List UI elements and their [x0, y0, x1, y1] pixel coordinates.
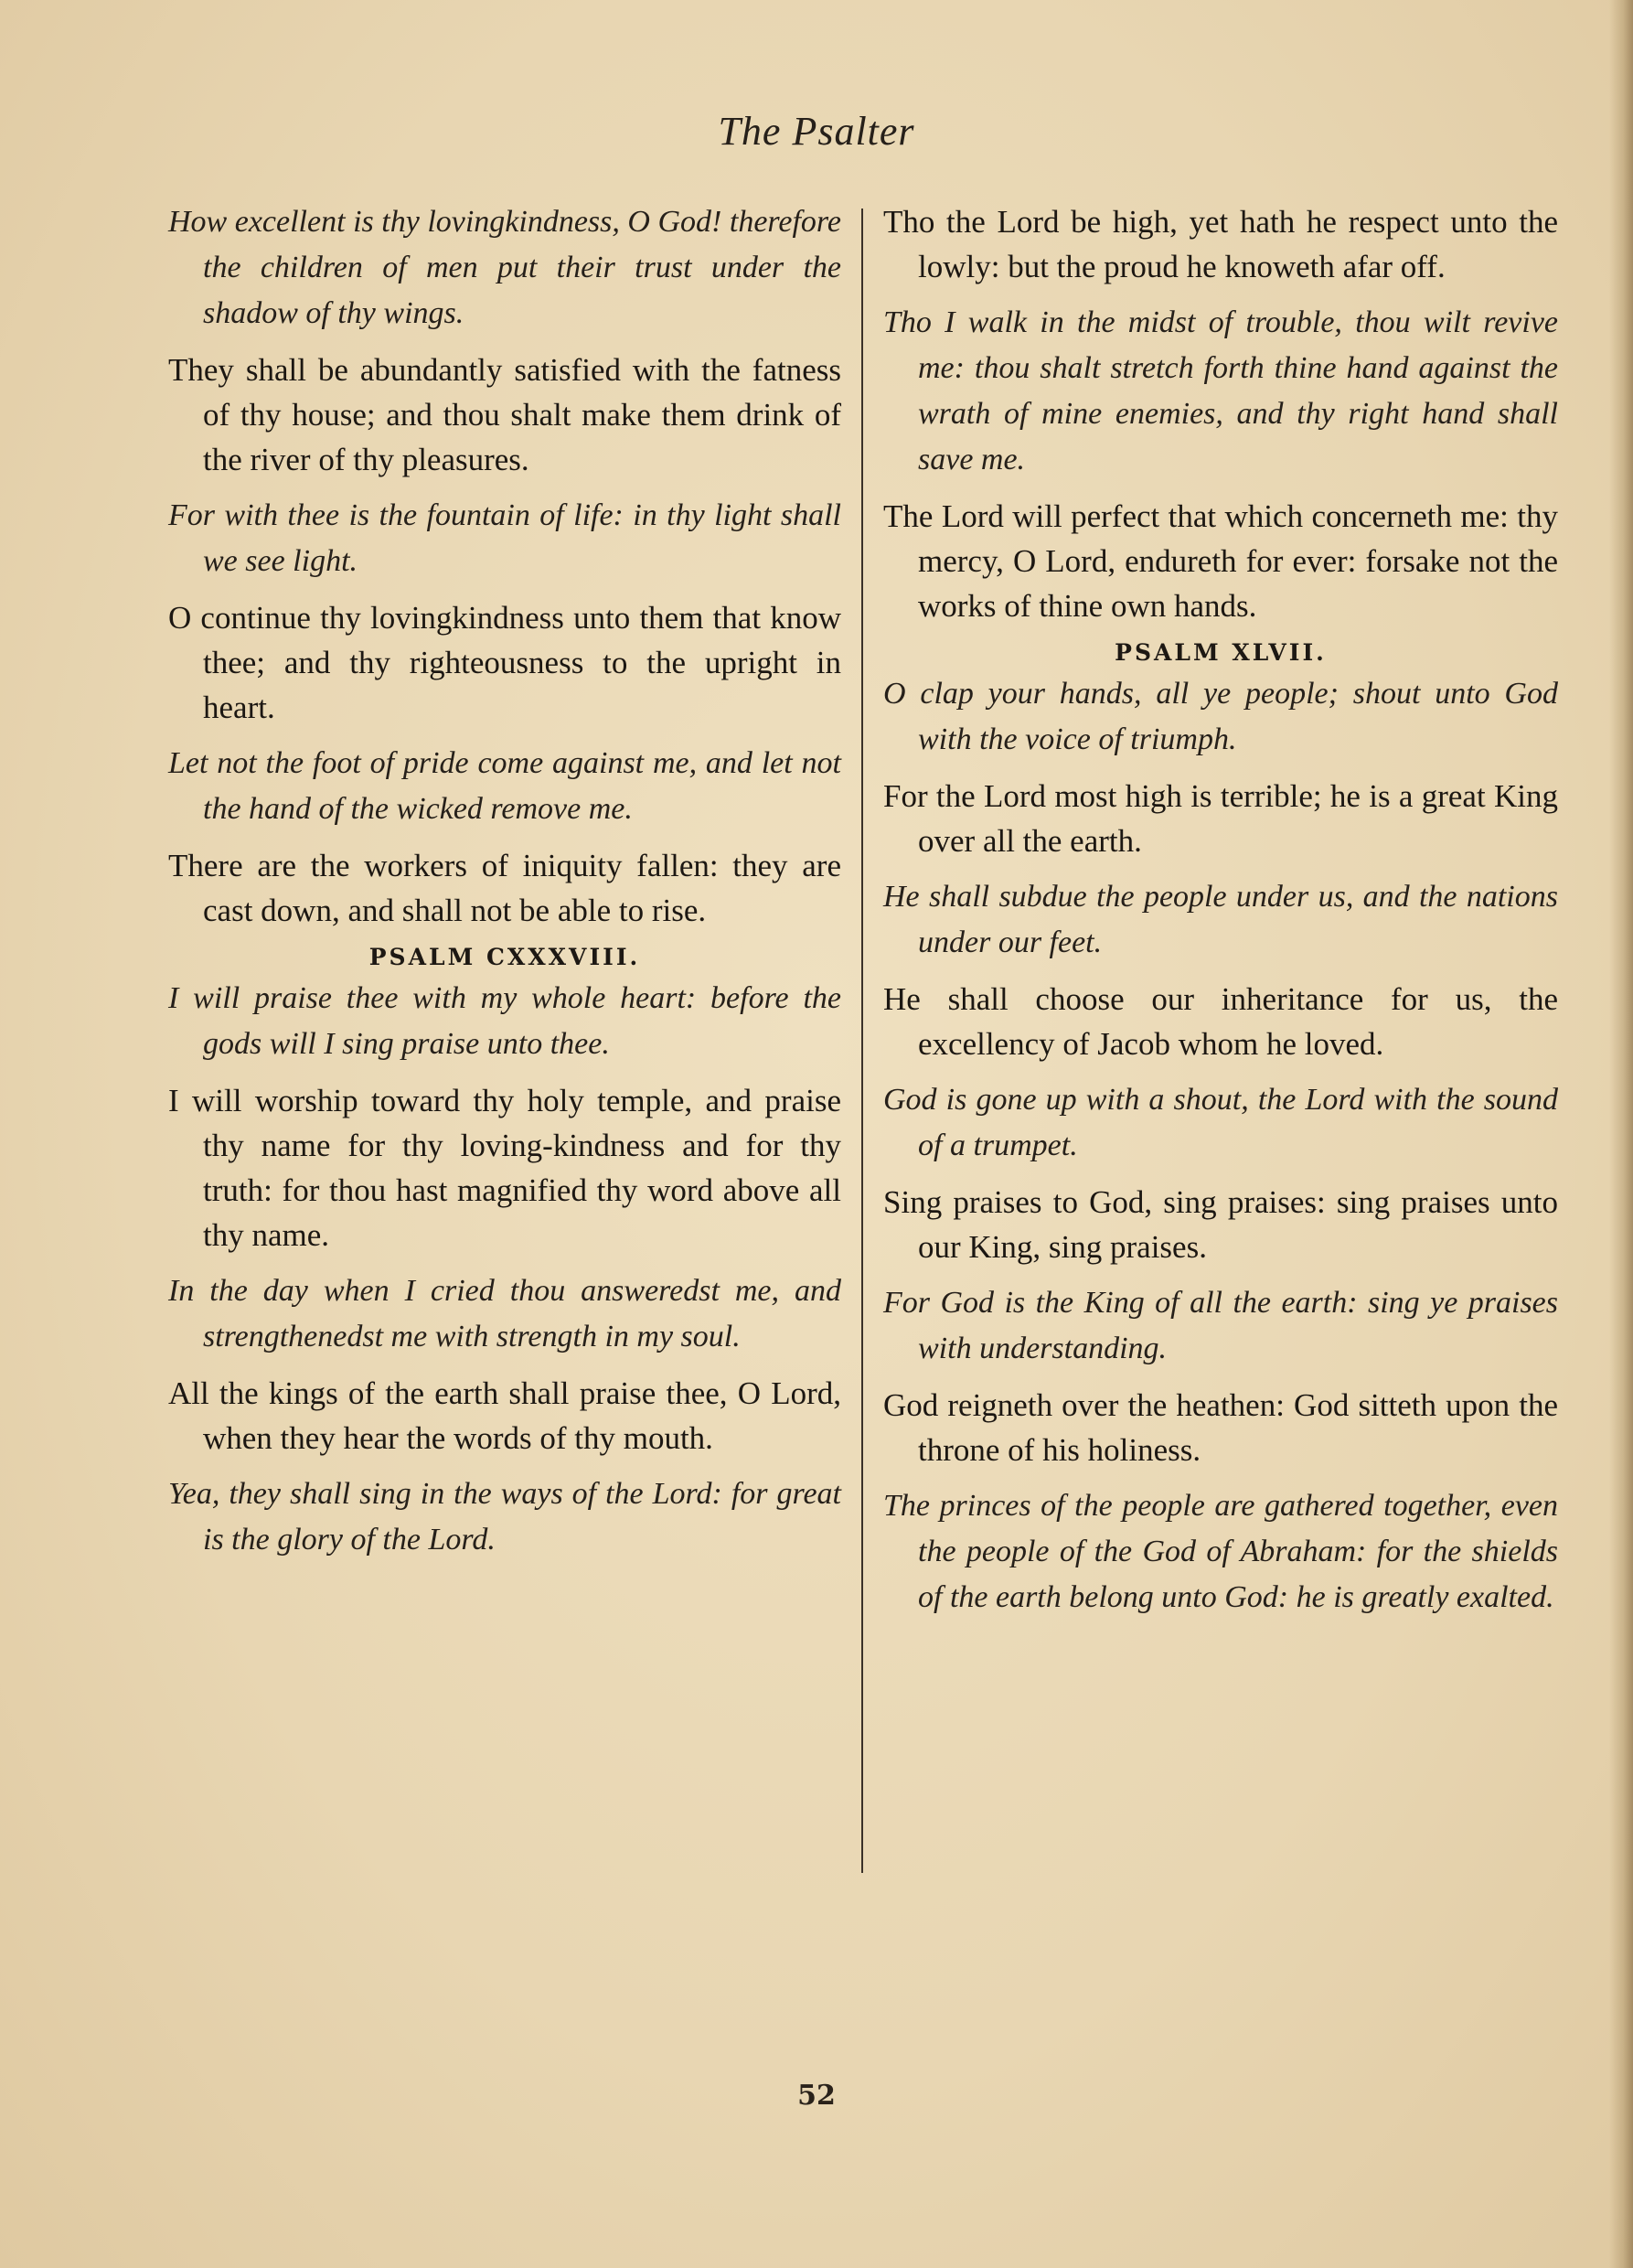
verse: For God is the King of all the earth: sing ye praises with understanding. — [883, 1286, 1558, 1365]
verse: He shall subdue the people under us, and the nations under our feet. — [883, 880, 1558, 959]
column-divider — [861, 209, 863, 1873]
verse: Sing praises to God, sing praises: sing praises unto our King, sing praises. — [883, 1184, 1558, 1265]
verse: All the kings of the earth shall praise thee, O Lord, when they hear the words of thy mouth. — [168, 1375, 841, 1456]
verse: I will worship toward thy holy temple, and praise thy name for thy loving-kindness and for thy truth: for thou hast magnified thy word above all thy name. — [168, 1083, 841, 1253]
psalm-heading: PSALM XLVII. — [1115, 639, 1327, 666]
verse: God reigneth over the heathen: God sitteth upon the throne of his holiness. — [883, 1387, 1558, 1468]
verse: God is gone up with a shout, the Lord with the sound of a trumpet. — [883, 1083, 1558, 1162]
verse: O continue thy lovingkindness unto them that know thee; and thy righteousness to the upright in heart. — [168, 600, 841, 725]
verse: Let not the foot of pride come against me, and let not the hand of the wicked remove me. — [168, 746, 841, 826]
verse: Tho I walk in the midst of trouble, thou wilt revive me: thou shalt stretch forth thine hand against the wrath of mine enemies, and thy right hand shall save me. — [883, 305, 1558, 476]
verse: For the Lord most high is terrible; he is a great King over all the earth. — [883, 778, 1558, 859]
page-number: 52 — [797, 2080, 836, 2112]
verse: For with thee is the fountain of life: in thy light shall we see light. — [168, 498, 841, 578]
verse: They shall be abundantly satisfied with the fatness of thy house; and thou shalt make them drink of the river of thy pleasures. — [168, 352, 841, 477]
verse: There are the workers of iniquity fallen: they are cast down, and shall not be able to rise. — [168, 848, 841, 928]
verse: In the day when I cried thou answeredst me, and strengthenedst me with strength in my soul. — [168, 1274, 841, 1353]
verse: The princes of the people are gathered together, even the people of the God of Abraham: for the shields of the earth belong unto God: he is greatly exalted. — [883, 1489, 1558, 1614]
verse: He shall choose our inheritance for us, the excellency of Jacob whom he loved. — [883, 981, 1558, 1062]
running-head: The Psalter — [718, 109, 915, 154]
page-edge-shadow — [1609, 0, 1633, 2268]
verse: The Lord will perfect that which concerneth me: thy mercy, O Lord, endureth for ever: forsake not the works of thine own hands. — [883, 498, 1558, 624]
verse: O clap your hands, all ye people; shout unto God with the voice of triumph. — [883, 677, 1558, 756]
left-column — [168, 199, 841, 1574]
psalm-heading: PSALM CXXXVIII. — [368, 944, 641, 970]
right-column — [883, 199, 1558, 1631]
verse: How excellent is thy lovingkindness, O God! therefore the children of men put their trust under the shadow of thy wings. — [168, 205, 841, 330]
verse: I will praise thee with my whole heart: before the gods will I sing praise unto thee. — [168, 981, 841, 1061]
verse: Tho the Lord be high, yet hath he respect unto the lowly: but the proud he knoweth afar off. — [883, 204, 1558, 284]
verse: Yea, they shall sing in the ways of the Lord: for great is the glory of the Lord. — [168, 1477, 841, 1557]
